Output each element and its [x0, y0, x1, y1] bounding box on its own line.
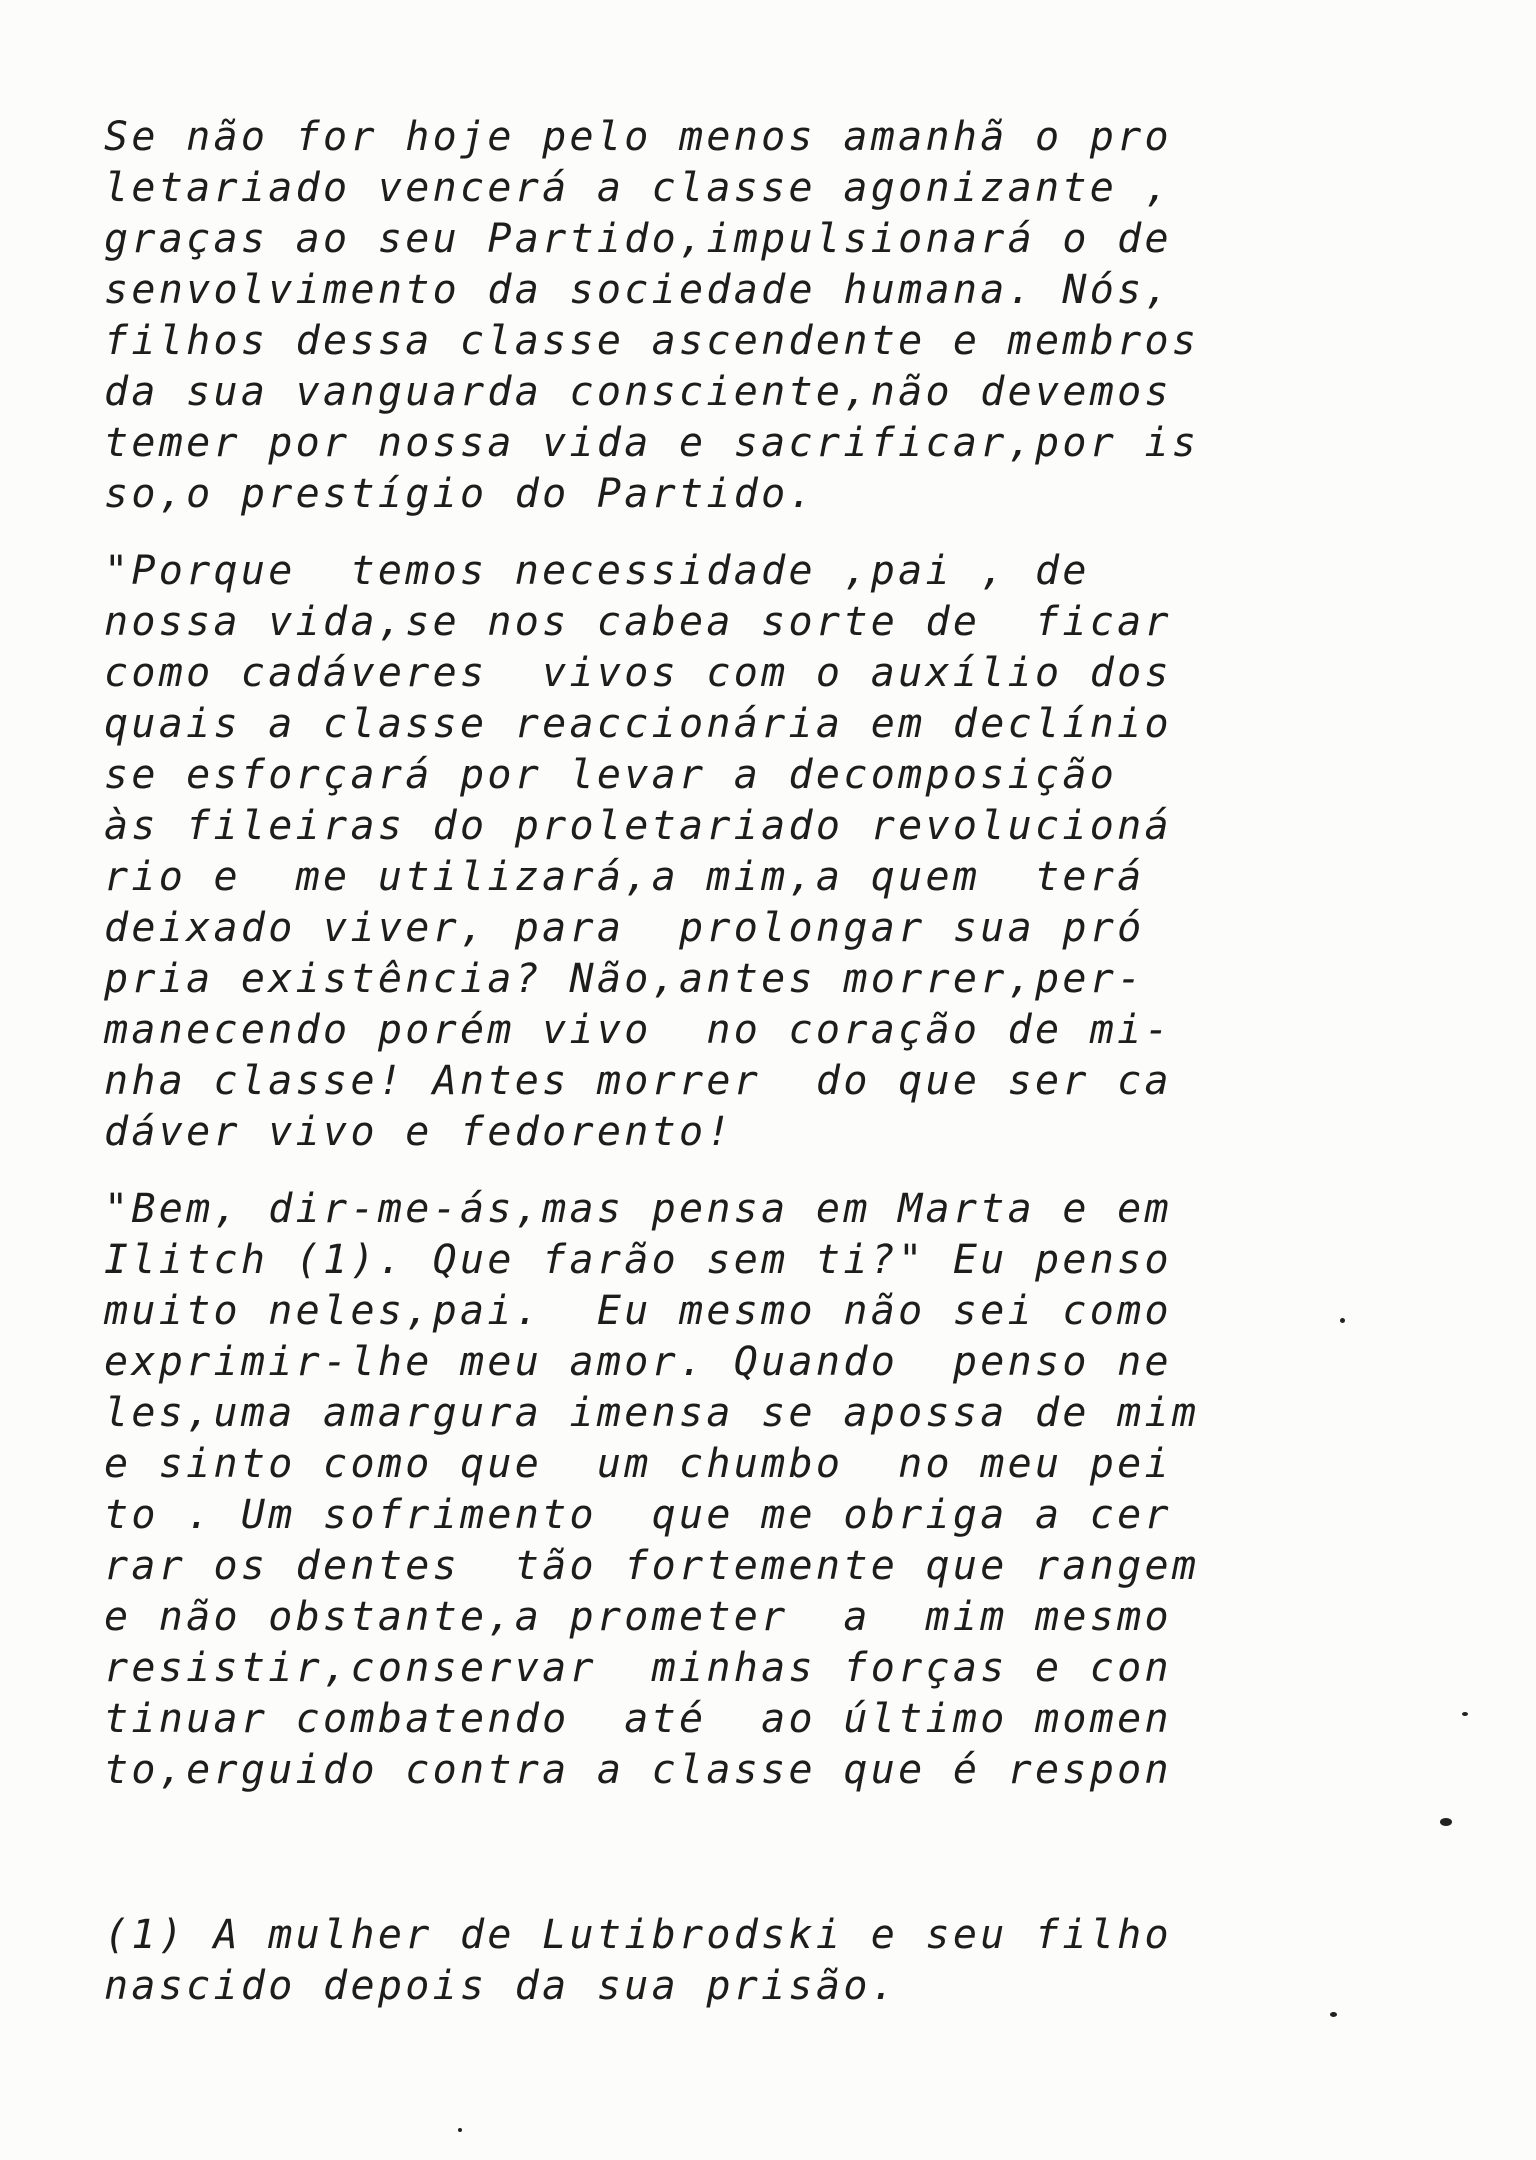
text-line: rio e me utilizará,a mim,a quem terá [104, 854, 1145, 900]
text-line: e sinto como que um chumbo no meu pei [104, 1441, 1172, 1487]
text-line: deixado viver, para prolongar sua pró [104, 905, 1145, 951]
text-line: da sua vanguarda consciente,não devemos [104, 369, 1172, 415]
text-line: "Porque temos necessidade ,pai , de [104, 548, 1090, 594]
text-line: manecendo porém vivo no coração de mi- [104, 1007, 1172, 1053]
text-line: nha classe! Antes morrer do que ser ca [104, 1058, 1172, 1104]
paragraph-1 [104, 112, 1344, 520]
text-line: les,uma amargura imensa se apossa de mim [104, 1390, 1200, 1436]
scan-speck [458, 2128, 462, 2132]
text-line: pria existência? Não,antes morrer,per- [104, 956, 1145, 1002]
text-line: temer por nossa vida e sacrificar,por is [104, 420, 1200, 466]
text-line: to,erguido contra a classe que é respon [104, 1747, 1172, 1793]
text-line: to . Um sofrimento que me obriga a cer [104, 1492, 1172, 1538]
scan-speck [1340, 1318, 1345, 1323]
text-line: rar os dentes tão fortemente que rangem [104, 1543, 1200, 1589]
text-line: tinuar combatendo até ao último momen [104, 1696, 1172, 1742]
text-line: "Bem, dir-me-ás,mas pensa em Marta e em [104, 1186, 1172, 1232]
text-line: às fileiras do proletariado revolucioná [104, 803, 1172, 849]
footnote-line: nascido depois da sua prisão. [104, 1963, 899, 2009]
body-text [104, 112, 1344, 1822]
text-line: so,o prestígio do Partido. [104, 471, 816, 517]
text-line: letariado vencerá a classe agonizante , [104, 165, 1172, 211]
text-line: Ilitch (1). Que farão sem ti?" Eu penso [104, 1237, 1172, 1283]
footnote [104, 1910, 1344, 2012]
text-line: filhos dessa classe ascendente e membros [104, 318, 1200, 364]
text-line: e não obstante,a prometer a mim mesmo [104, 1594, 1172, 1640]
scan-speck [1330, 2012, 1337, 2017]
text-line: nossa vida,se nos cabea sorte de ficar [104, 599, 1172, 645]
text-line: resistir,conservar minhas forças e con [104, 1645, 1172, 1691]
paragraph-2 [104, 546, 1344, 1158]
footnote-line: (1) A mulher de Lutibrodski e seu filho [104, 1912, 1172, 1958]
text-line: senvolvimento da sociedade humana. Nós, [104, 267, 1172, 313]
text-line: Se não for hoje pelo menos amanhã o pro [104, 114, 1172, 160]
text-line: quais a classe reaccionária em declínio [104, 701, 1172, 747]
text-line: muito neles,pai. Eu mesmo não sei como [104, 1288, 1172, 1334]
text-line: dáver vivo e fedorento! [104, 1109, 734, 1155]
text-line: se esforçará por levar a decomposição [104, 752, 1118, 798]
text-line: como cadáveres vivos com o auxílio dos [104, 650, 1172, 696]
paragraph-3 [104, 1184, 1344, 1796]
scan-speck [1440, 1818, 1452, 1826]
scan-speck [1462, 1712, 1468, 1716]
text-line: graças ao seu Partido,impulsionará o de [104, 216, 1172, 262]
text-line: exprimir-lhe meu amor. Quando penso ne [104, 1339, 1172, 1385]
